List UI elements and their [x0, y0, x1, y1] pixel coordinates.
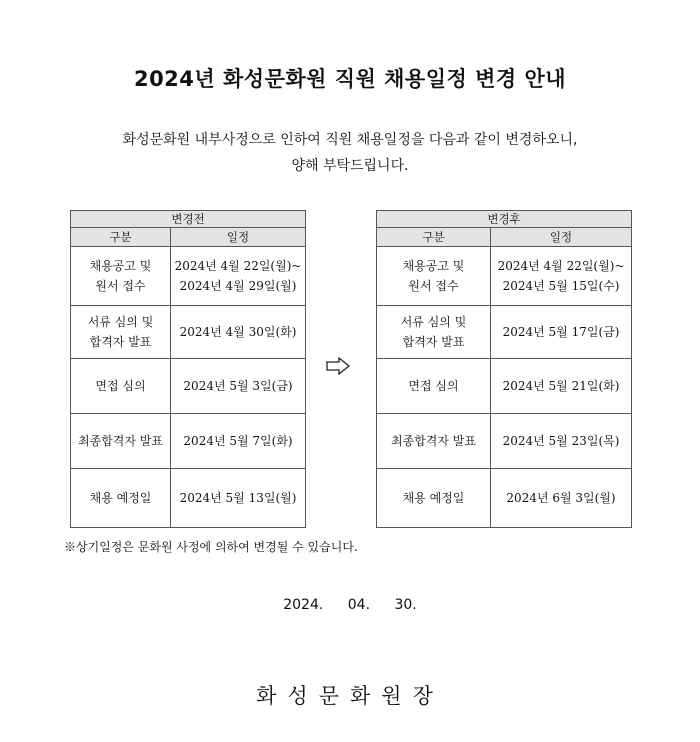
table-row	[71, 306, 306, 359]
table-row	[377, 359, 632, 414]
category-cell: 채용 예정일	[377, 469, 491, 528]
date-cell: 2024년 5월 23일(목)	[491, 414, 632, 469]
schedule-before-table	[70, 210, 306, 528]
date-cell: 2024년 4월 30일(화)	[171, 306, 306, 359]
date-cell: 2024년 5월 7일(화)	[171, 414, 306, 469]
category-cell: 서류 심의 및 합격자 발표	[71, 306, 171, 359]
date-cell: 2024년 5월 3일(금)	[171, 359, 306, 414]
table-row	[377, 247, 632, 306]
disclaimer-note: ※상기일정은 문화원 사정에 의하여 변경될 수 있습니다.	[64, 540, 358, 554]
table-row	[377, 469, 632, 528]
table-row	[71, 359, 306, 414]
category-cell: 채용공고 및 원서 접수	[377, 247, 491, 306]
intro-text	[0, 127, 700, 179]
category-cell: 채용공고 및 원서 접수	[71, 247, 171, 306]
table-row	[377, 414, 632, 469]
date-cell: 2024년 4월 22일(월)~ 2024년 5월 15일(수)	[491, 247, 632, 306]
date-cell: 2024년 5월 13일(월)	[171, 469, 306, 528]
category-cell: 최종합격자 발표	[71, 414, 171, 469]
notice-date: 2024. 04. 30.	[283, 597, 417, 613]
table-row	[71, 247, 306, 306]
column-header-schedule: 일정	[171, 228, 306, 247]
notice-title: 2024년 화성문화원 직원 채용일정 변경 안내	[133, 67, 567, 91]
column-header-category: 구분	[71, 228, 171, 247]
category-cell: 최종합격자 발표	[377, 414, 491, 469]
column-header-schedule: 일정	[491, 228, 632, 247]
table-caption: 변경후	[377, 211, 632, 228]
category-cell: 서류 심의 및 합격자 발표	[377, 306, 491, 359]
category-cell: 면접 심의	[377, 359, 491, 414]
category-cell: 면접 심의	[71, 359, 171, 414]
table-row	[71, 414, 306, 469]
date-cell: 2024년 5월 21일(화)	[491, 359, 632, 414]
intro-line-2: 양해 부탁드립니다.	[291, 158, 409, 174]
table-row	[377, 306, 632, 359]
signature: 화성문화원장	[256, 684, 444, 708]
intro-line-1: 화성문화원 내부사정으로 인하여 직원 채용일정을 다음과 같이 변경하오니,	[122, 132, 578, 148]
table-row	[71, 469, 306, 528]
table-caption: 변경전	[71, 211, 306, 228]
category-cell: 채용 예정일	[71, 469, 171, 528]
date-cell: 2024년 6월 3일(월)	[491, 469, 632, 528]
date-cell: 2024년 5월 17일(금)	[491, 306, 632, 359]
date-cell: 2024년 4월 22일(월)~ 2024년 4월 29일(월)	[171, 247, 306, 306]
schedule-after-table	[376, 210, 632, 528]
right-arrow-icon	[326, 357, 350, 379]
column-header-category: 구분	[377, 228, 491, 247]
